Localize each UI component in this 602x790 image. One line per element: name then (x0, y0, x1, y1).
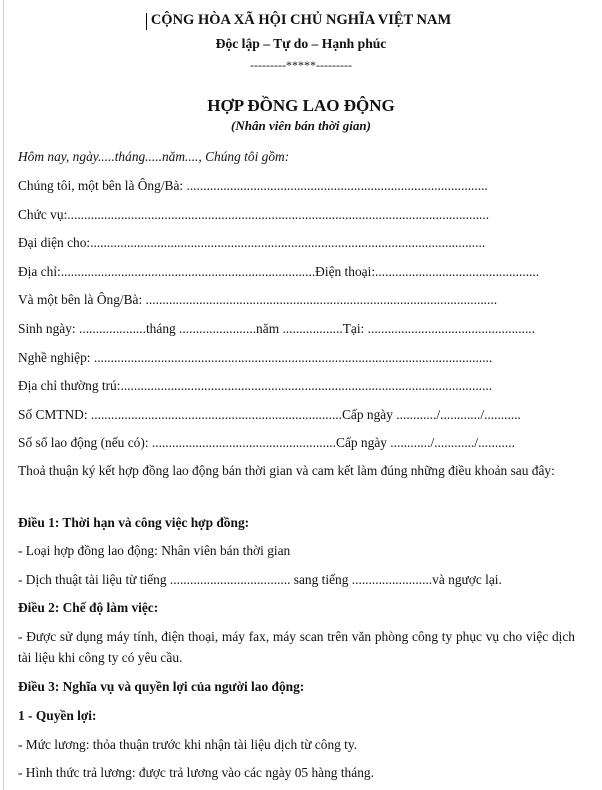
birth-line: Sinh ngày: ....................tháng .......................năm ..................Tại: .................................................. (18, 321, 536, 336)
employee-name-line: Và một bên là Ông/Bà: ......................................................................................................... (18, 292, 498, 307)
position-line: Chức vụ:.............................................................................................................................. (18, 207, 490, 222)
rights-heading: 1 - Quyền lợi: (18, 708, 97, 723)
article-3-heading: Điều 3: Nghĩa vụ và quyền lợi của người lao động: (18, 679, 305, 694)
article-1-task: - Dịch thuật tài liệu từ tiếng .................................... sang tiếng ........................và ngược lại. (18, 572, 502, 587)
home-address-line: Địa chỉ thường trú:............................................................................................................... (18, 378, 493, 393)
motto: Độc lập – Tự do – Hạnh phúc (215, 36, 387, 51)
labor-book-line: Số sổ lao động (nếu có): .......................................................Cấp ngày ............/............/........... (18, 435, 515, 450)
id-card-line: Số CMTND: ...........................................................................Cấp ngày ............/............/........... (18, 407, 521, 422)
agreement-paragraph: Thoả thuận ký kết hợp đồng lao động bán thời gian và cam kết làm đúng những điều khoản sau đây: (18, 463, 555, 478)
occupation-line: Nghề nghiệp: ....................................................................................................................... (18, 350, 493, 365)
header-divider: ---------*****--------- (250, 58, 352, 72)
employer-name-line: Chúng tôi, một bên là Ông/Bà: .......................................................................................... (18, 178, 488, 193)
payment-line: - Hình thức trả lương: được trả lương vào các ngày 05 hàng tháng. (18, 765, 374, 780)
representing-line: Đại diện cho:...................................................................................................................... (18, 235, 486, 250)
article-2-heading: Điều 2: Chế độ làm việc: (18, 600, 159, 615)
salary-line: - Mức lương: thỏa thuận trước khi nhận tài liệu dịch từ công ty. (18, 737, 358, 752)
article-1-contract-type: - Loại hợp đồng lao động: Nhân viên bán thời gian (18, 543, 291, 558)
intro-line: Hôm nay, ngày.....tháng.....năm...., Chúng tôi gồm: (18, 149, 290, 164)
document-title: HỢP ĐỒNG LAO ĐỘNG (207, 96, 395, 115)
nation-heading: CỘNG HÒA XÃ HỘI CHỦ NGHĨA VIỆT NAM (150, 12, 452, 28)
document-subtitle: (Nhân viên bán thời gian) (231, 118, 371, 133)
address-phone-line: Địa chỉ:............................................................................Điện thoại:................................................. (18, 264, 540, 279)
article-2-paragraph: - Được sử dụng máy tính, điện thoại, máy fax, máy scan trên văn phòng công ty phục vụ cho việc dịch tài liệu khi công ty có yêu cầu. (18, 629, 575, 665)
article-1-heading: Điều 1: Thời hạn và công việc hợp đồng: (18, 515, 250, 530)
